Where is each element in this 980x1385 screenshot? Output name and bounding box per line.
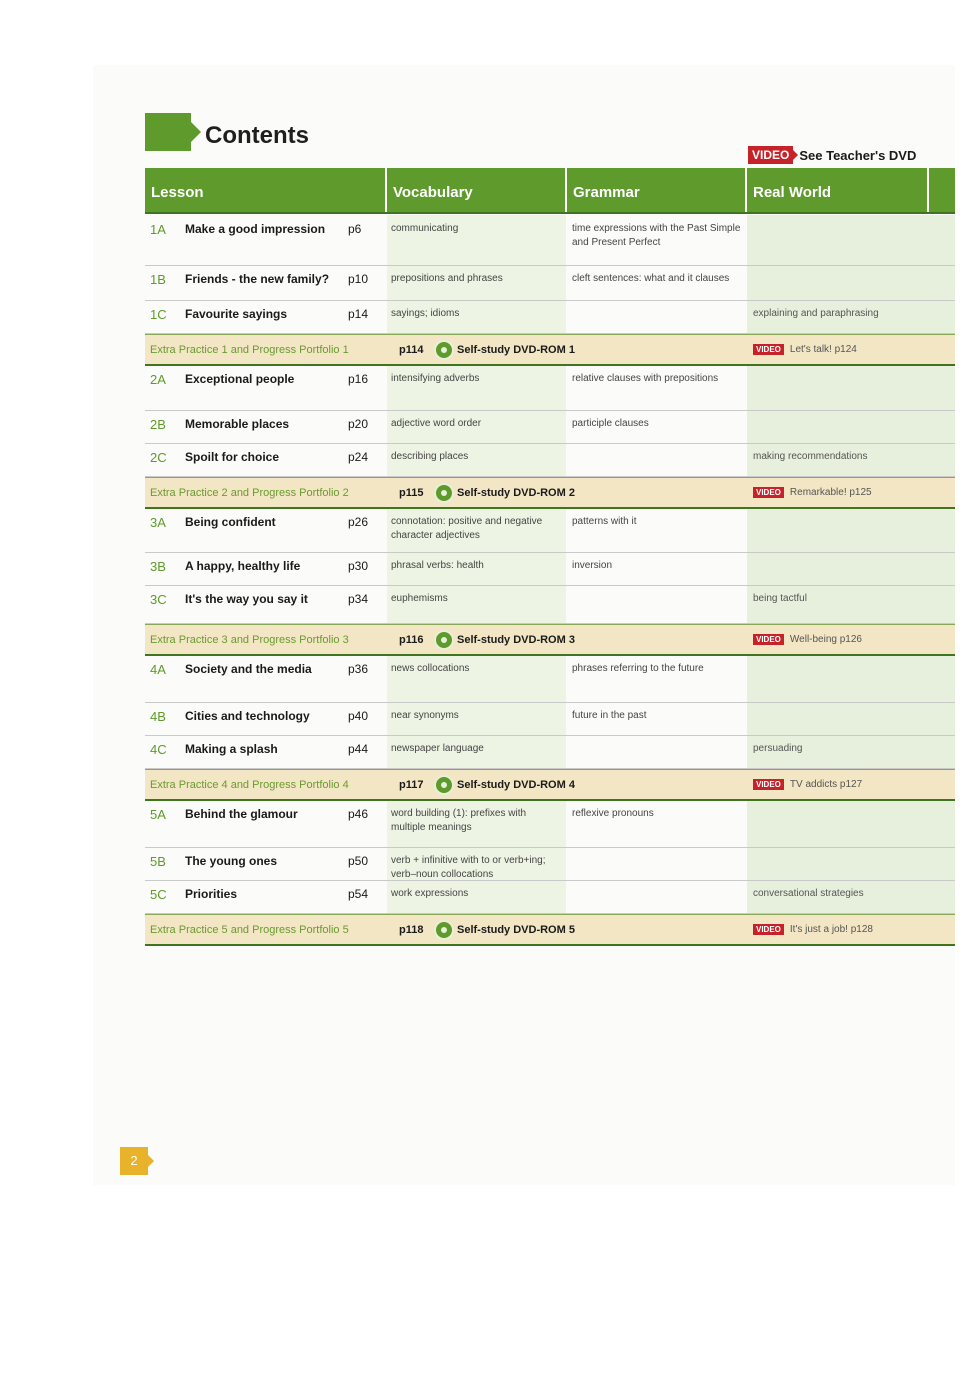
lesson-title: Memorable places (185, 417, 290, 431)
lesson-title: Favourite sayings (185, 307, 288, 321)
lesson-vocabulary: connotation: positive and negative character adjectives (391, 516, 543, 541)
lesson-code: 3A (150, 515, 166, 530)
lesson-title: Behind the glamour (185, 807, 298, 821)
lesson-vocabulary: intensifying adverbs (391, 373, 480, 384)
lesson-title: Cities and technology (185, 709, 310, 723)
lesson-real-world: explaining and paraphrasing (753, 308, 879, 319)
dvd-disc-icon (434, 483, 454, 503)
extra-practice-row (145, 914, 955, 946)
table-row (145, 848, 955, 881)
extra-video (753, 779, 862, 790)
dvd-disc-icon (434, 340, 454, 360)
lesson-vocabulary: near synonyms (391, 710, 459, 721)
lesson-vocabulary: word building (1): prefixes with multiple meanings (391, 808, 527, 833)
extra-practice-page: p114 (399, 344, 424, 356)
video-title: TV addicts p127 (789, 779, 863, 790)
table-header (145, 168, 955, 214)
video-title: Well-being p126 (789, 634, 862, 645)
table-row (145, 366, 955, 411)
dvd-rom-label: Self-study DVD-ROM 5 (457, 924, 575, 936)
lesson-page: p34 (348, 592, 369, 606)
lesson-vocabulary: newspaper language (391, 743, 484, 754)
table-row (145, 881, 955, 914)
lesson-title: Making a splash (185, 742, 278, 756)
extra-practice-row (145, 477, 955, 509)
extra-video (753, 344, 857, 355)
lesson-vocabulary: news collocations (391, 663, 470, 674)
video-badge: VIDEO (753, 779, 784, 790)
video-badge: VIDEO (753, 487, 784, 498)
table-row (145, 656, 955, 703)
lesson-code: 4C (150, 742, 167, 757)
table-row (145, 301, 955, 334)
lesson-grammar: time expressions with the Past Simple and Present Perfect (572, 223, 741, 248)
extra-practice-page: p117 (399, 779, 424, 791)
video-title: Remarkable! p125 (789, 487, 872, 498)
contents-marker (145, 113, 191, 151)
lesson-title: Being confident (185, 515, 276, 529)
dvd-rom-label: Self-study DVD-ROM 1 (457, 344, 575, 356)
table-row (145, 266, 955, 301)
lesson-grammar: inversion (572, 560, 613, 571)
header-vocabulary: Vocabulary (387, 168, 567, 212)
lesson-title: Priorities (185, 887, 238, 901)
table-row (145, 801, 955, 848)
extra-practice-text: Extra Practice 1 and Progress Portfolio 1 (150, 344, 349, 356)
extra-practice-row (145, 334, 955, 366)
lesson-real-world: making recommendations (753, 451, 868, 462)
table-row (145, 586, 955, 624)
extra-practice-page: p116 (399, 634, 424, 646)
dvd-rom-label: Self-study DVD-ROM 3 (457, 634, 575, 646)
lesson-code: 2A (150, 372, 166, 387)
lesson-vocabulary: verb + infinitive with to or verb+ing; verb–noun collocations (391, 855, 546, 880)
lesson-vocabulary: describing places (391, 451, 469, 462)
lesson-page: p6 (348, 222, 362, 236)
lesson-code: 4B (150, 709, 166, 724)
lesson-code: 5C (150, 887, 167, 902)
lesson-grammar: participle clauses (572, 418, 649, 429)
lesson-grammar: future in the past (572, 710, 647, 721)
lesson-vocabulary: communicating (391, 223, 459, 234)
lesson-code: 5A (150, 807, 166, 822)
table-row (145, 444, 955, 477)
lesson-vocabulary: sayings; idioms (391, 308, 460, 319)
table-row (145, 411, 955, 444)
lesson-page: p44 (348, 742, 369, 756)
lesson-vocabulary: prepositions and phrases (391, 273, 503, 284)
lesson-real-world: conversational strategies (753, 888, 864, 899)
extra-practice-row (145, 624, 955, 656)
lesson-vocabulary: adjective word order (391, 418, 482, 429)
lesson-page: p36 (348, 662, 369, 676)
extra-practice-text: Extra Practice 5 and Progress Portfolio 5 (150, 924, 349, 936)
extra-practice-text: Extra Practice 2 and Progress Portfolio 2 (150, 487, 349, 499)
lesson-title: The young ones (185, 854, 278, 868)
contents-table (145, 216, 955, 946)
lesson-page: p14 (348, 307, 369, 321)
dvd-rom-label: Self-study DVD-ROM 2 (457, 487, 575, 499)
lesson-title: Make a good impression (185, 222, 326, 236)
video-title: It's just a job! p128 (789, 924, 873, 935)
lesson-title: It's the way you say it (185, 592, 308, 606)
table-row (145, 736, 955, 769)
page-number: 2 (120, 1147, 148, 1175)
lesson-real-world: being tactful (753, 593, 807, 604)
extra-practice-text: Extra Practice 3 and Progress Portfolio 3 (150, 634, 349, 646)
extra-practice-page: p115 (399, 487, 424, 499)
video-note (748, 146, 916, 164)
extra-video (753, 924, 873, 935)
lesson-code: 1A (150, 222, 166, 237)
lesson-page: p40 (348, 709, 369, 723)
lesson-title: Society and the media (185, 662, 312, 676)
lesson-vocabulary: work expressions (391, 888, 469, 899)
lesson-vocabulary: euphemisms (391, 593, 448, 604)
dvd-disc-icon (434, 630, 454, 650)
dvd-disc-icon (434, 920, 454, 940)
lesson-page: p50 (348, 854, 369, 868)
lesson-code: 4A (150, 662, 166, 677)
header-grammar: Grammar (567, 168, 747, 212)
table-row (145, 703, 955, 736)
lesson-title: Spoilt for choice (185, 450, 280, 464)
lesson-page: p46 (348, 807, 369, 821)
extra-practice-text: Extra Practice 4 and Progress Portfolio 4 (150, 779, 349, 791)
lesson-page: p54 (348, 887, 369, 901)
lesson-code: 3C (150, 592, 167, 607)
video-badge: VIDEO (753, 924, 784, 935)
lesson-page: p26 (348, 515, 369, 529)
lesson-title: A happy, healthy life (185, 559, 301, 573)
lesson-code: 1C (150, 307, 167, 322)
table-row (145, 509, 955, 553)
lesson-page: p16 (348, 372, 369, 386)
header-lesson: Lesson (145, 168, 387, 212)
lesson-grammar: phrases referring to the future (572, 663, 704, 674)
table-row (145, 216, 955, 266)
dvd-rom-label: Self-study DVD-ROM 4 (457, 779, 575, 791)
lesson-code: 2C (150, 450, 167, 465)
dvd-disc-icon (434, 775, 454, 795)
lesson-code: 1B (150, 272, 166, 287)
lesson-grammar: patterns with it (572, 516, 637, 527)
lesson-grammar: cleft sentences: what and it clauses (572, 273, 730, 284)
lesson-grammar: reflexive pronouns (572, 808, 654, 819)
lesson-real-world: persuading (753, 743, 803, 754)
video-badge: VIDEO (753, 634, 784, 645)
lesson-page: p24 (348, 450, 369, 464)
video-badge: VIDEO (748, 146, 793, 164)
extra-practice-row (145, 769, 955, 801)
lesson-page: p20 (348, 417, 369, 431)
extra-practice-page: p118 (399, 924, 424, 936)
lesson-title: Friends - the new family? (185, 272, 330, 286)
video-note-text: See Teacher's DVD (799, 147, 917, 163)
lesson-code: 2B (150, 417, 166, 432)
lesson-page: p10 (348, 272, 369, 286)
lesson-code: 5B (150, 854, 166, 869)
video-badge: VIDEO (753, 344, 784, 355)
page-title: Contents (205, 122, 309, 149)
video-title: Let's talk! p124 (789, 344, 857, 355)
lesson-grammar: relative clauses with prepositions (572, 373, 719, 384)
extra-video (753, 487, 872, 498)
header-real-world: Real World (747, 168, 929, 212)
lesson-code: 3B (150, 559, 166, 574)
header-spacer (929, 168, 955, 212)
lesson-page: p30 (348, 559, 369, 573)
extra-video (753, 634, 862, 645)
lesson-vocabulary: phrasal verbs: health (391, 560, 484, 571)
table-row (145, 553, 955, 586)
lesson-title: Exceptional people (185, 372, 295, 386)
